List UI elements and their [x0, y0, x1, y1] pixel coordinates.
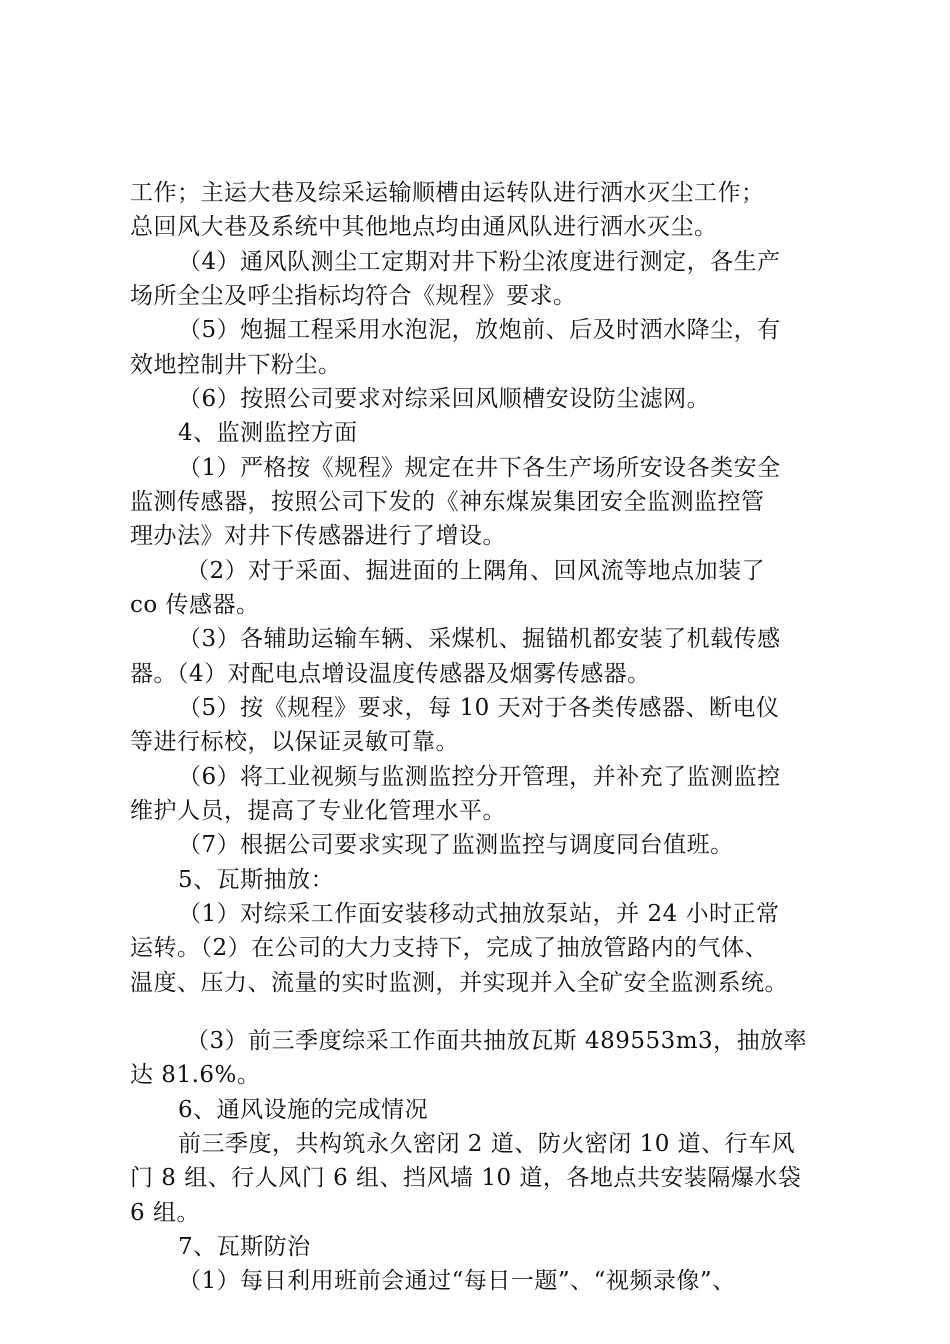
body-line: 门 8 组、行人风门 6 组、挡风墙 10 道，各地点共安装隔爆水袋 — [130, 1165, 802, 1191]
body-line: （5）按《规程》要求，每 10 天对于各类传感器、断电仪 — [178, 695, 780, 721]
body-line: 前三季度，共构筑永久密闭 2 道、防火密闭 10 道、行车风 — [178, 1131, 796, 1157]
body-line: 器。（4）对配电点增设温度传感器及烟雾传感器。 — [130, 661, 651, 687]
body-line: （4）通风队测尘工定期对井下粉尘浓度进行测定，各生产 — [178, 249, 781, 275]
section-heading: 7、瓦斯防治 — [178, 1234, 311, 1260]
section-heading: 6、通风设施的完成情况 — [178, 1097, 429, 1123]
body-line: （3）前三季度综采工作面共抽放瓦斯 489553m3，抽放率 — [186, 1028, 808, 1054]
body-line: （1）每日利用班前会通过“每日一题”、“视频录像”、 — [178, 1268, 736, 1294]
body-line: （1）严格按《规程》规定在井下各生产场所安设各类安全 — [178, 455, 781, 481]
body-line: 维护人员，提高了专业化管理水平。 — [130, 798, 506, 824]
body-line: （6）将工业视频与监测监控分开管理，并补充了监测监控 — [178, 764, 781, 790]
body-line: （2）对于采面、掘进面的上隅角、回风流等地点加装了 — [186, 558, 766, 584]
body-line: 运转。（2）在公司的大力支持下，完成了抽放管路内的气体、 — [130, 935, 769, 961]
body-line: （1）对综采工作面安装移动式抽放泵站，并 24 小时正常 — [178, 901, 780, 927]
body-line: （5）炮掘工程采用水泡泥，放炮前、后及时洒水降尘，有 — [178, 317, 781, 343]
body-line: 等进行标校，以保证灵敏可靠。 — [130, 729, 459, 755]
section-heading: 4、监测监控方面 — [178, 420, 358, 446]
body-line: （3）各辅助运输车辆、采煤机、掘锚机都安装了机载传感 — [178, 626, 781, 652]
body-line: 监测传感器，按照公司下发的《神东煤炭集团安全监测监控管 — [130, 489, 765, 515]
body-line: 6 组。 — [130, 1200, 200, 1226]
body-line: 场所全尘及呼尘指标均符合《规程》要求。 — [130, 283, 577, 309]
body-line: 达 81.6%。 — [130, 1062, 261, 1088]
body-line: 效地控制井下粉尘。 — [130, 352, 342, 378]
body-line: co 传感器。 — [130, 592, 260, 618]
body-line: 温度、压力、流量的实时监测，并实现并入全矿安全监测系统。 — [130, 970, 788, 996]
body-line: 工作；主运大巷及综采运输顺槽由运转队进行洒水灭尘工作； — [130, 180, 765, 206]
body-line: 理办法》对井下传感器进行了增设。 — [130, 523, 506, 549]
section-heading: 5、瓦斯抽放： — [178, 867, 335, 893]
body-line: （6）按照公司要求对综采回风顺槽安设防尘滤网。 — [178, 386, 711, 412]
body-line: （7）根据公司要求实现了监测监控与调度同台值班。 — [178, 832, 734, 858]
body-line: 总回风大巷及系统中其他地点均由通风队进行洒水灭尘。 — [130, 214, 718, 240]
